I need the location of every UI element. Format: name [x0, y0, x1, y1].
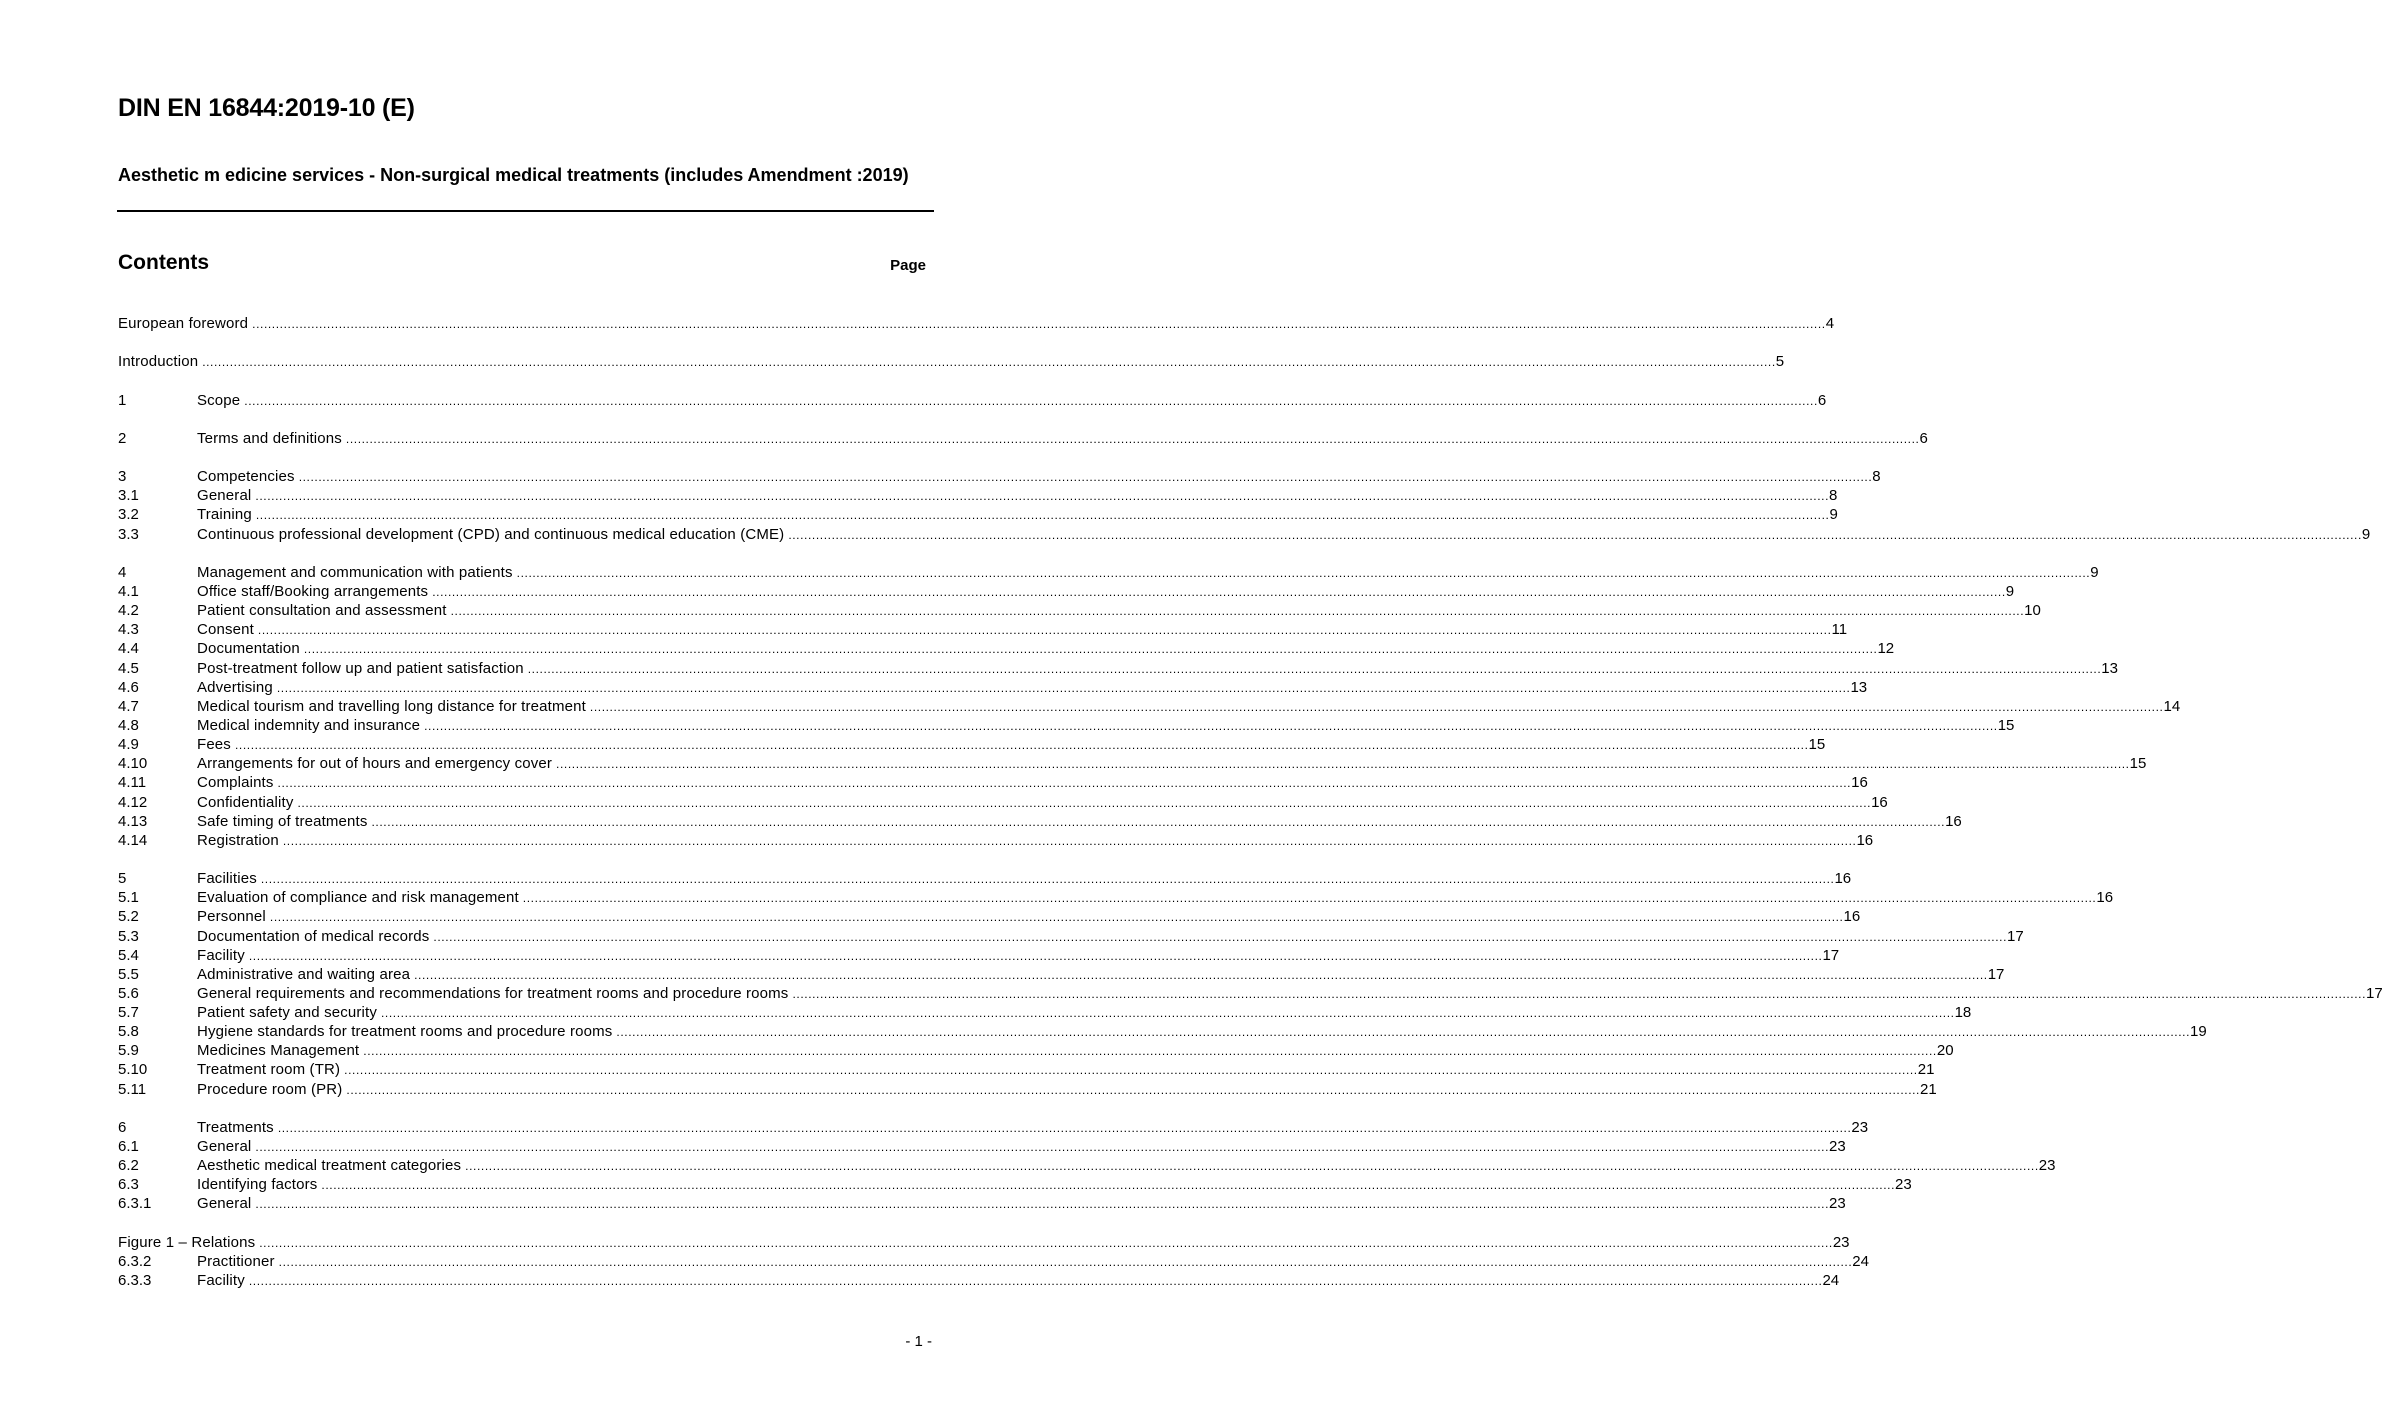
toc-entry-number: 4.3 [118, 621, 139, 639]
toc-entry-page: 17 [1822, 946, 1840, 964]
dot-leader: ................................................................................................................................................................................................................................................................................................................................................................................................................ [371, 814, 1946, 829]
toc-entry-title: Competencies [197, 468, 295, 486]
toc-entry-title: Medical tourism and travelling long distance for treatment [197, 697, 586, 715]
toc-entry[interactable] [118, 888, 2114, 907]
toc-entry-page: 23 [1895, 1176, 1912, 1194]
toc-entry-page: 21 [1920, 1080, 1937, 1098]
toc-entry-page: 23 [1829, 1195, 1846, 1213]
toc-entry-number: 4.10 [118, 755, 148, 773]
toc-entry-number: 3.1 [118, 487, 139, 505]
dot-leader: ................................................................................................................................................................................................................................................................................................................................................................................................................ [257, 623, 1832, 638]
toc-entry-title: Scope [197, 391, 241, 409]
toc-entry-page: 6 [1919, 429, 1928, 447]
toc-entry[interactable] [118, 467, 1881, 486]
toc-entry[interactable] [118, 659, 2118, 678]
toc-entry-title: Facility [197, 1272, 245, 1290]
toc-entry[interactable] [118, 1003, 1972, 1022]
toc-entry-page: 15 [1997, 716, 2015, 734]
toc-entry-page: 24 [1822, 1272, 1840, 1290]
toc-entry-title: Fees [197, 736, 231, 754]
dot-leader: ................................................................................................................................................................................................................................................................................................................................................................................................................ [244, 393, 1818, 408]
toc-entry[interactable] [118, 563, 2099, 582]
dot-leader: ................................................................................................................................................................................................................................................................................................................................................................................................................ [277, 1120, 1852, 1135]
toc-entry-number: 5.2 [118, 908, 139, 926]
toc-entry-page: 4 [1825, 315, 1835, 332]
toc-entry-number: 6 [118, 1118, 127, 1136]
toc-entry-title: Treatment room (TR) [197, 1061, 341, 1079]
dot-leader: ................................................................................................................................................................................................................................................................................................................................................................................................................ [527, 661, 2102, 676]
toc-entry-page: 17 [2366, 984, 2383, 1002]
toc-entry[interactable] [118, 1060, 1935, 1079]
dot-leader: ................................................................................................................................................................................................................................................................................................................................................................................................................ [259, 1235, 1833, 1250]
toc-entry[interactable] [118, 831, 1874, 850]
toc-entry-number: 5.6 [118, 984, 139, 1002]
toc-entry-page: 23 [1851, 1118, 1869, 1136]
toc-entry-title: Introduction [118, 353, 199, 371]
toc-entry-number: 6.3 [118, 1176, 139, 1194]
dot-leader: ................................................................................................................................................................................................................................................................................................................................................................................................................ [321, 1178, 1896, 1193]
toc-entry[interactable] [118, 1118, 1869, 1137]
toc-entry-page: 20 [1936, 1042, 1954, 1060]
toc-entry-page: 12 [1877, 640, 1895, 658]
toc-entry-title: Identifying factors [197, 1176, 318, 1194]
dot-leader: ................................................................................................................................................................................................................................................................................................................................................................................................................ [450, 604, 2025, 619]
toc-entry-number: 5.3 [118, 927, 139, 945]
toc-entry[interactable] [118, 1080, 1937, 1099]
toc-entry-number: 5.4 [118, 946, 139, 964]
dot-leader: ................................................................................................................................................................................................................................................................................................................................................................................................................ [346, 1082, 1920, 1097]
toc-entry-title: Evaluation of compliance and risk management [197, 889, 519, 907]
toc-entry-page: 24 [1852, 1252, 1869, 1270]
toc-entry[interactable] [118, 1175, 1912, 1194]
toc-entry-title: Medical indemnity and insurance [197, 716, 421, 734]
dot-leader: ................................................................................................................................................................................................................................................................................................................................................................................................................ [616, 1025, 2191, 1040]
toc-entry[interactable] [118, 793, 1888, 812]
toc-entry[interactable] [118, 735, 1826, 754]
toc-entry-title: Facility [197, 946, 245, 964]
toc-entry-number: 4.9 [118, 736, 139, 754]
toc-entry-number: 4.13 [118, 812, 148, 830]
toc-entry-number: 4.5 [118, 659, 139, 677]
dot-leader: ................................................................................................................................................................................................................................................................................................................................................................................................................ [297, 795, 1872, 810]
toc-entry-page: 15 [2129, 755, 2147, 773]
toc-entry-number: 5.11 [118, 1080, 147, 1098]
toc-entry-number: 4.4 [118, 640, 139, 658]
toc-entry[interactable] [118, 1252, 1869, 1271]
toc-entry[interactable] [118, 984, 2383, 1003]
dot-leader: ................................................................................................................................................................................................................................................................................................................................................................................................................ [248, 948, 1823, 963]
toc-entry[interactable] [118, 697, 2181, 716]
dot-leader: ................................................................................................................................................................................................................................................................................................................................................................................................................ [433, 929, 2008, 944]
dot-leader: ................................................................................................................................................................................................................................................................................................................................................................................................................ [269, 910, 1844, 925]
toc-entry-title: Management and communication with patients [197, 563, 513, 581]
toc-entry-number: 6.3.2 [118, 1252, 152, 1270]
toc-entry-number: 6.2 [118, 1157, 139, 1175]
toc-entry-page: 18 [1954, 1004, 1972, 1022]
dot-leader: ................................................................................................................................................................................................................................................................................................................................................................................................................ [255, 1140, 1830, 1155]
toc-entry-page: 17 [2007, 927, 2024, 945]
toc-entry-title: Practitioner [197, 1252, 275, 1270]
toc-entry[interactable] [118, 525, 2371, 544]
toc-entry-number: 3.2 [118, 506, 139, 524]
toc-entry-title: General [197, 1138, 252, 1156]
toc-entry-number: 6.3.1 [118, 1195, 152, 1213]
toc-entry-page: 8 [1872, 468, 1881, 486]
toc-entry[interactable] [118, 812, 1962, 831]
toc-entry[interactable] [118, 1233, 1850, 1252]
toc-entry-title: Facilities [197, 870, 257, 888]
toc-entry-title: Aesthetic medical treatment categories [197, 1157, 462, 1175]
toc-entry-title: Post-treatment follow up and patient satisfaction [197, 659, 524, 677]
toc-entry[interactable] [118, 1022, 2207, 1041]
toc-entry-number: 6.1 [118, 1138, 139, 1156]
toc-entry-number: 5.5 [118, 965, 139, 983]
toc-entry-number: 4.11 [118, 774, 147, 792]
dot-leader: ................................................................................................................................................................................................................................................................................................................................................................................................................ [344, 1063, 1918, 1078]
toc-entry[interactable] [118, 907, 1861, 926]
title-divider [117, 210, 934, 212]
toc-entry-page: 16 [1871, 793, 1888, 811]
toc-entry[interactable] [118, 582, 2015, 601]
toc-entry-page: 10 [2024, 602, 2041, 620]
toc-entry[interactable] [118, 1271, 1840, 1290]
dot-leader: ................................................................................................................................................................................................................................................................................................................................................................................................................ [248, 1274, 1823, 1289]
toc-entry-page: 16 [2096, 889, 2114, 907]
dot-leader: ................................................................................................................................................................................................................................................................................................................................................................................................................ [516, 565, 2091, 580]
toc-entry-page: 9 [1829, 506, 1838, 524]
toc-entry-page: 19 [2190, 1023, 2207, 1041]
toc-entry-title: Office staff/Booking arrangements [197, 582, 429, 600]
toc-entry[interactable] [118, 486, 1838, 505]
dot-leader: ................................................................................................................................................................................................................................................................................................................................................................................................................ [303, 642, 1878, 657]
toc-entry-title: European foreword [118, 315, 249, 332]
toc-entry-page: 13 [1850, 678, 1868, 696]
toc-entry[interactable] [118, 1041, 1954, 1060]
dot-leader: ................................................................................................................................................................................................................................................................................................................................................................................................................ [414, 967, 1988, 982]
toc-entry-page: 17 [1987, 965, 2005, 983]
dot-leader: ................................................................................................................................................................................................................................................................................................................................................................................................................ [277, 776, 1852, 791]
toc-entry-number: 4.7 [118, 697, 139, 715]
toc-entry-number: 4.6 [118, 678, 139, 696]
toc-entry-page: 5 [1775, 353, 1785, 371]
dot-leader: ................................................................................................................................................................................................................................................................................................................................................................................................................ [276, 680, 1851, 695]
toc-entry[interactable] [118, 620, 1848, 639]
toc-entry-page: 23 [1832, 1233, 1850, 1251]
toc-entry-title: Training [197, 506, 252, 524]
table-of-contents [118, 314, 2383, 1290]
toc-entry-number: 5.1 [118, 889, 139, 907]
toc-entry-title: Hygiene standards for treatment rooms and procedure rooms [197, 1023, 613, 1041]
toc-entry-title: Personnel [197, 908, 266, 926]
toc-entry[interactable] [118, 1137, 1846, 1156]
toc-entry-title: Terms and definitions [197, 429, 342, 447]
toc-entry-title: Advertising [197, 678, 273, 696]
document-id: DIN EN 16844:2019-10 (E) [118, 94, 415, 122]
toc-entry-title: Arrangements for out of hours and emergency cover [197, 755, 553, 773]
toc-entry-number: 5.10 [118, 1061, 148, 1079]
dot-leader: ................................................................................................................................................................................................................................................................................................................................................................................................................ [792, 986, 2367, 1001]
toc-entry-title: Procedure room (PR) [197, 1080, 343, 1098]
toc-entry[interactable] [118, 716, 2015, 735]
toc-entry-title: Figure 1 – Relations [118, 1233, 256, 1251]
toc-entry-number: 5 [118, 870, 127, 888]
toc-entry-title: Documentation of medical records [197, 927, 430, 945]
toc-entry-number: 5.8 [118, 1023, 139, 1041]
dot-leader: ................................................................................................................................................................................................................................................................................................................................................................................................................ [260, 872, 1835, 887]
toc-entry-title: Patient consultation and assessment [197, 602, 447, 620]
page-column-label: Page [890, 257, 926, 274]
dot-leader: ................................................................................................................................................................................................................................................................................................................................................................................................................ [282, 833, 1857, 848]
toc-entry-number: 1 [118, 391, 127, 409]
toc-entry-title: Patient safety and security [197, 1004, 377, 1022]
toc-entry-number: 4.12 [118, 793, 148, 811]
toc-entry[interactable] [118, 678, 1868, 697]
toc-entry[interactable] [118, 639, 1895, 658]
dot-leader: ................................................................................................................................................................................................................................................................................................................................................................................................................ [252, 317, 1826, 331]
toc-entry-page: 9 [2090, 563, 2099, 581]
dot-leader: ................................................................................................................................................................................................................................................................................................................................................................................................................ [424, 718, 1998, 733]
toc-entry-page: 16 [1856, 831, 1874, 849]
toc-entry[interactable] [118, 927, 2024, 946]
toc-entry-page: 15 [1808, 736, 1826, 754]
toc-entry-title: Documentation [197, 640, 300, 658]
toc-entry-number: 5.7 [118, 1004, 139, 1022]
toc-entry[interactable] [118, 773, 1868, 792]
dot-leader: ................................................................................................................................................................................................................................................................................................................................................................................................................ [363, 1044, 1937, 1059]
toc-entry-title: Consent [197, 621, 254, 639]
toc-entry-page: 16 [1851, 774, 1868, 792]
toc-entry-title: General [197, 487, 252, 505]
toc-entry-page: 6 [1817, 391, 1827, 409]
toc-entry-number: 3 [118, 468, 127, 486]
toc-entry-page: 23 [2038, 1157, 2056, 1175]
toc-entry[interactable] [118, 391, 1827, 410]
toc-entry[interactable] [118, 754, 2147, 773]
toc-entry-title: Registration [197, 831, 279, 849]
toc-entry[interactable] [118, 505, 1838, 524]
page-number: - 1 - [905, 1333, 932, 1350]
toc-entry-number: 4 [118, 563, 127, 581]
toc-entry[interactable] [118, 965, 2005, 984]
dot-leader: ................................................................................................................................................................................................................................................................................................................................................................................................................ [556, 757, 2130, 772]
toc-entry-page: 8 [1829, 487, 1838, 505]
toc-entry-number: 4.1 [118, 582, 139, 600]
toc-entry-page: 16 [1843, 908, 1861, 926]
toc-entry-page: 16 [1834, 870, 1852, 888]
dot-leader: ................................................................................................................................................................................................................................................................................................................................................................................................................ [345, 431, 1920, 446]
toc-entry-title: Complaints [197, 774, 274, 792]
toc-entry[interactable] [118, 352, 1785, 371]
toc-entry-number: 4.8 [118, 716, 139, 734]
dot-leader: ................................................................................................................................................................................................................................................................................................................................................................................................................ [589, 699, 2164, 714]
toc-entry-number: 4.14 [118, 831, 148, 849]
dot-leader: ................................................................................................................................................................................................................................................................................................................................................................................................................ [255, 1197, 1830, 1212]
toc-entry-title: Continuous professional development (CPD) and continuous medical education (CME) [197, 525, 785, 543]
toc-entry[interactable] [118, 601, 2041, 620]
toc-entry-page: 13 [2101, 659, 2118, 677]
toc-entry[interactable] [118, 314, 1835, 333]
toc-entry-title: Safe timing of treatments [197, 812, 368, 830]
toc-entry-title: Confidentiality [197, 793, 294, 811]
dot-leader: ................................................................................................................................................................................................................................................................................................................................................................................................................ [298, 470, 1873, 485]
toc-entry-title: Medicines Management [197, 1042, 360, 1060]
toc-entry[interactable] [118, 869, 1852, 888]
dot-leader: ................................................................................................................................................................................................................................................................................................................................................................................................................ [202, 355, 1776, 370]
toc-entry-title: Administrative and waiting area [197, 965, 411, 983]
dot-leader: ................................................................................................................................................................................................................................................................................................................................................................................................................ [432, 584, 2006, 599]
toc-entry-page: 14 [2163, 697, 2181, 715]
dot-leader: ................................................................................................................................................................................................................................................................................................................................................................................................................ [234, 738, 1809, 753]
dot-leader: ................................................................................................................................................................................................................................................................................................................................................................................................................ [255, 508, 1830, 523]
dot-leader: ................................................................................................................................................................................................................................................................................................................................................................................................................ [788, 527, 2362, 542]
toc-entry-page: 9 [2361, 525, 2371, 543]
toc-entry-number: 5.9 [118, 1042, 139, 1060]
toc-entry-number: 6.3.3 [118, 1272, 152, 1290]
contents-heading: Contents [118, 251, 209, 274]
toc-entry-number: 2 [118, 429, 127, 447]
toc-entry-number: 3.3 [118, 525, 139, 543]
toc-entry-title: Treatments [197, 1118, 274, 1136]
toc-entry-title: General requirements and recommendations for treatment rooms and procedure rooms [197, 984, 789, 1002]
dot-leader: ................................................................................................................................................................................................................................................................................................................................................................................................................ [255, 489, 1830, 504]
toc-entry[interactable] [118, 1156, 2056, 1175]
toc-entry[interactable] [118, 1194, 1846, 1213]
document-title: Aesthetic m edicine services - Non-surgical medical treatments (includes Amendment :2019) [118, 165, 909, 185]
dot-leader: ................................................................................................................................................................................................................................................................................................................................................................................................................ [522, 891, 2097, 906]
toc-entry[interactable] [118, 946, 1840, 965]
toc-entry-page: 9 [2005, 582, 2015, 600]
toc-entry-title: General [197, 1195, 252, 1213]
toc-entry-number: 4.2 [118, 602, 139, 620]
toc-entry-page: 16 [1945, 812, 1962, 830]
dot-leader: ................................................................................................................................................................................................................................................................................................................................................................................................................ [465, 1159, 2039, 1174]
toc-entry-page: 21 [1917, 1061, 1935, 1079]
toc-entry[interactable] [118, 429, 1928, 448]
dot-leader: ................................................................................................................................................................................................................................................................................................................................................................................................................ [380, 1006, 1955, 1021]
toc-entry-page: 23 [1829, 1138, 1846, 1156]
toc-entry-page: 11 [1831, 621, 1848, 639]
dot-leader: ................................................................................................................................................................................................................................................................................................................................................................................................................ [278, 1254, 1853, 1269]
